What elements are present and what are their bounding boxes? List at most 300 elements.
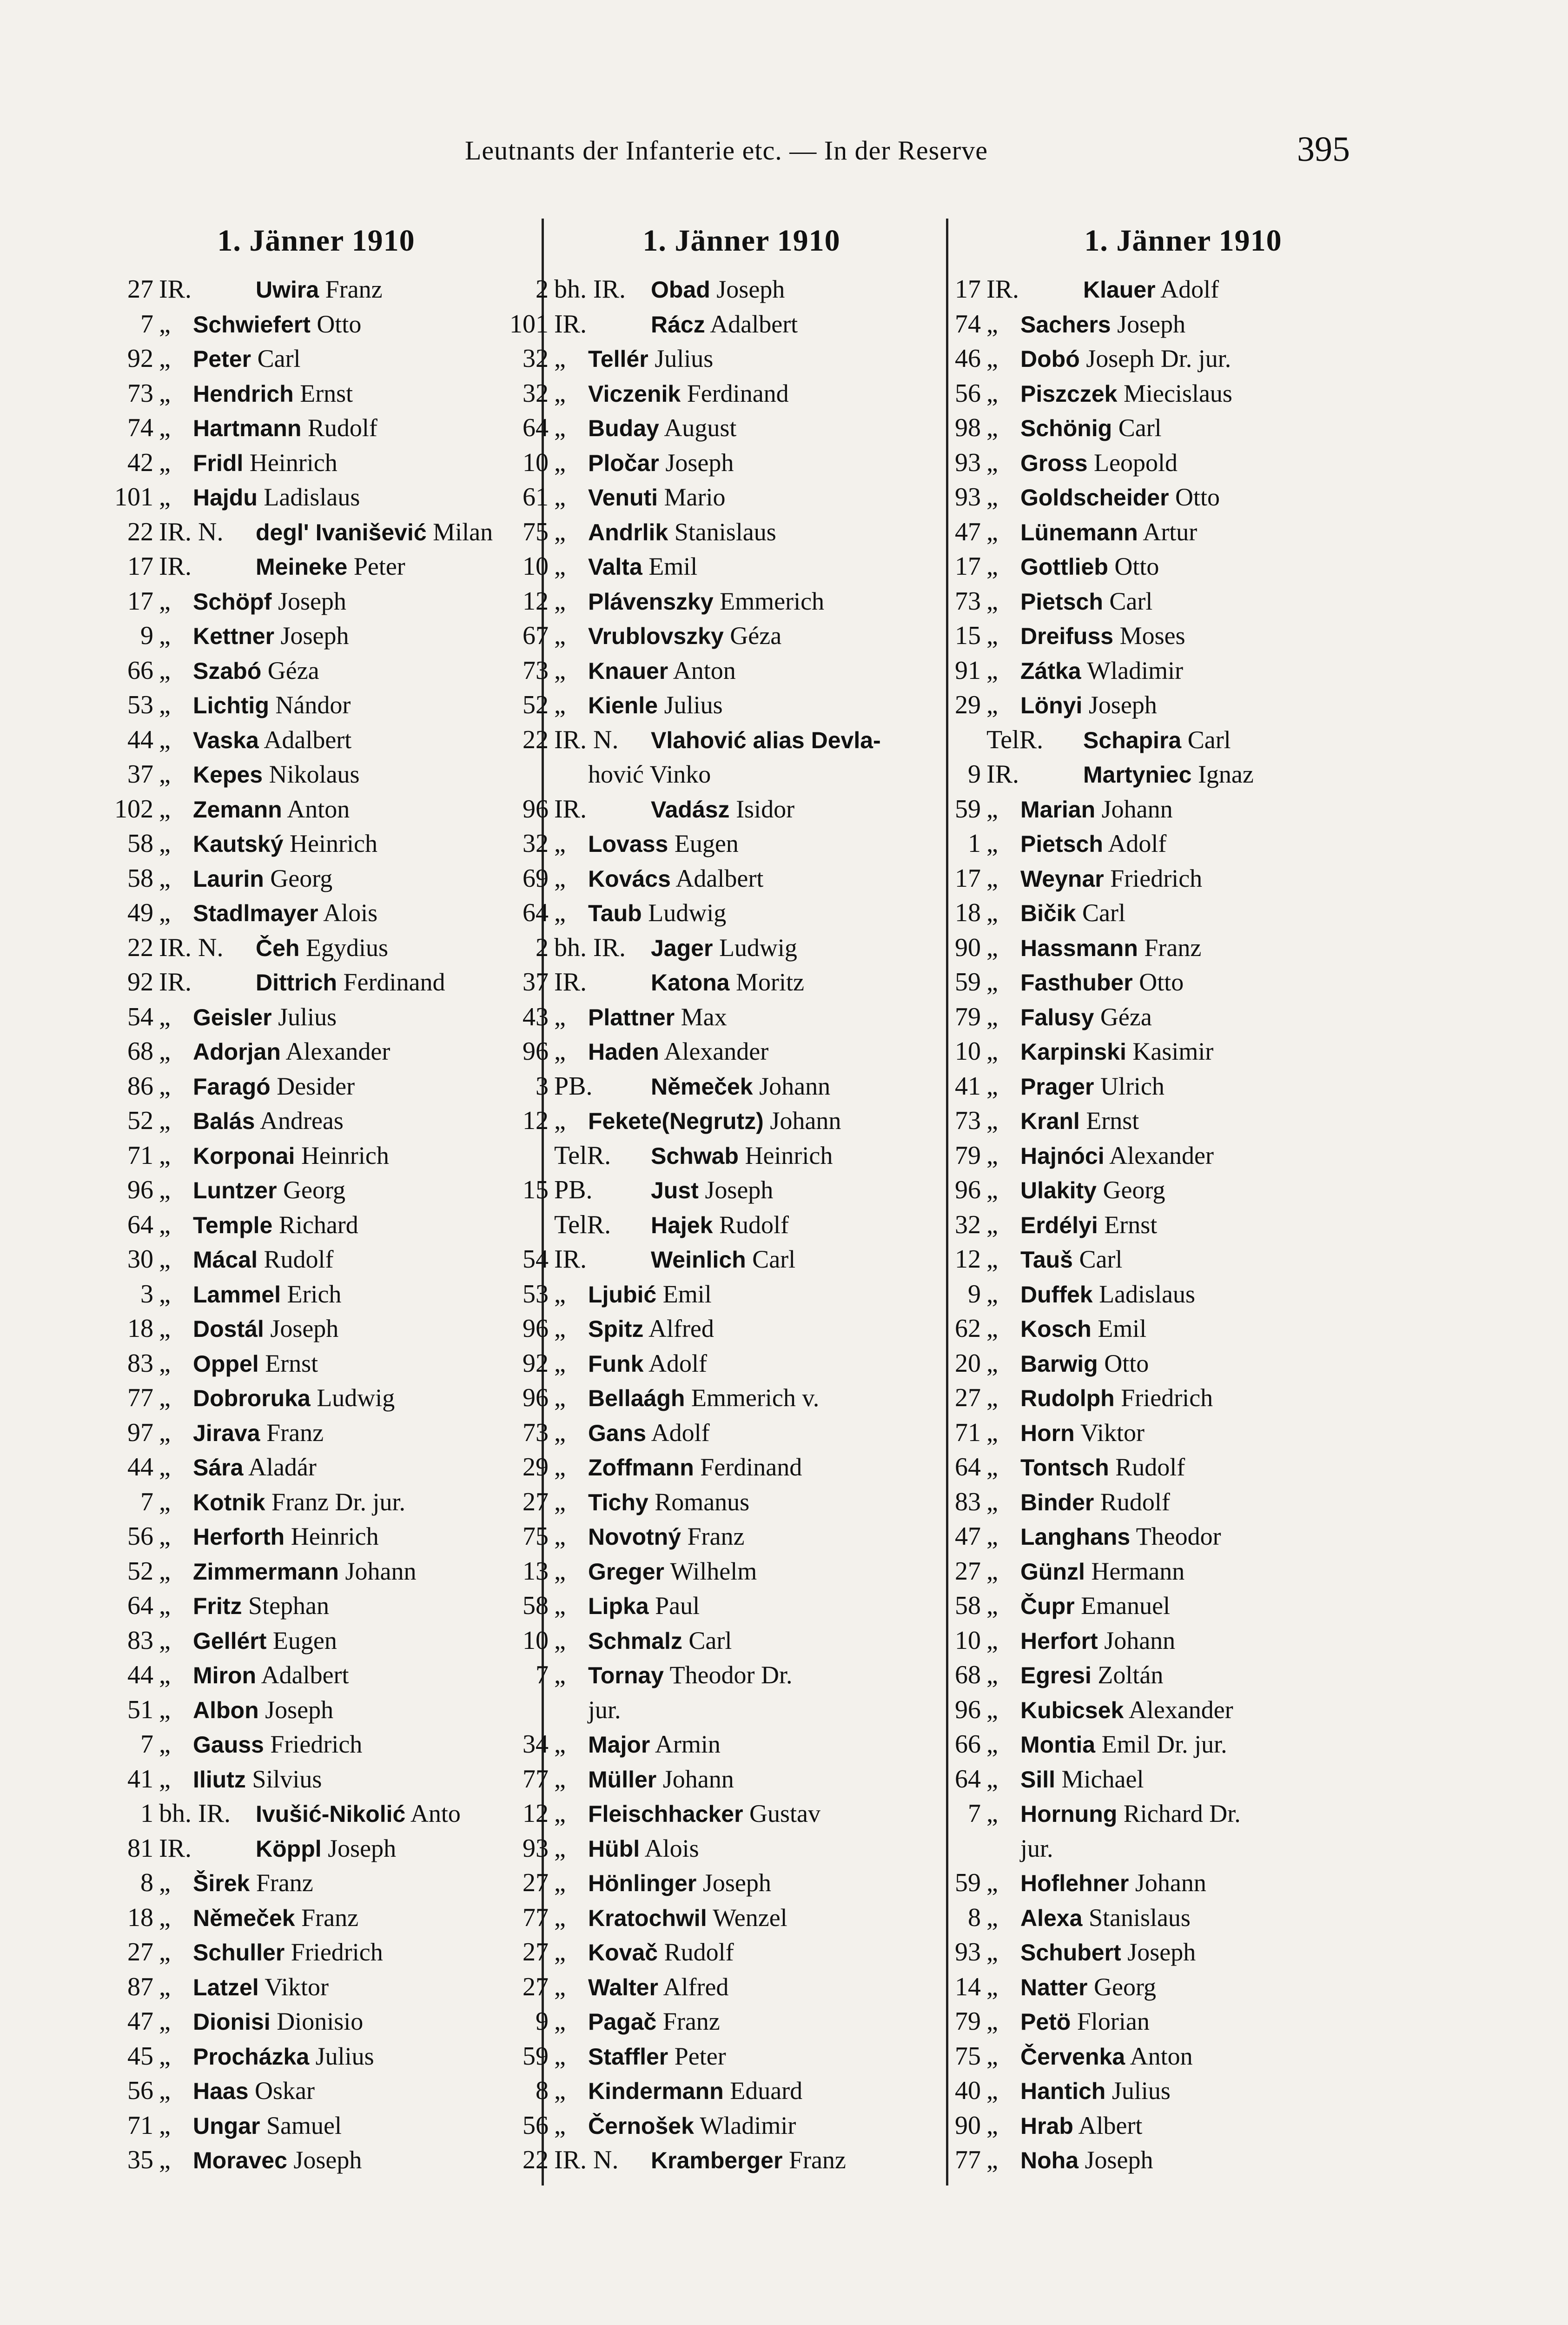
unit-type: bh. IR. xyxy=(159,1799,231,1828)
person-name xyxy=(193,1208,358,1243)
surname: Dreifuss xyxy=(1020,623,1114,649)
list-entry xyxy=(925,376,1390,411)
person-name xyxy=(651,792,794,827)
given-name: Joseph xyxy=(258,1695,334,1724)
list-entry xyxy=(493,1762,939,1797)
person-name xyxy=(1020,1658,1163,1693)
surname: Hantich xyxy=(1020,2078,1106,2104)
person-name xyxy=(256,515,493,550)
given-name: Peter xyxy=(347,552,405,580)
person-name xyxy=(193,1415,324,1451)
surname: Hönlinger xyxy=(588,1870,697,1896)
person-name xyxy=(1020,1311,1146,1347)
list-entry xyxy=(493,1519,939,1554)
list-entry xyxy=(98,1623,535,1658)
given-name: Ernst xyxy=(1098,1210,1158,1239)
surname: Ivušić-Nikolić xyxy=(256,1801,406,1827)
given-name: Otto xyxy=(1169,483,1220,511)
unit-type: „ xyxy=(986,1764,998,1794)
person-name xyxy=(1083,723,1231,758)
surname: Čeh xyxy=(256,935,300,961)
regiment-number: 1 xyxy=(968,829,981,858)
given-name: Franz xyxy=(1138,933,1202,962)
person-name xyxy=(1020,1900,1191,1936)
unit-type: „ xyxy=(159,448,171,477)
person-name xyxy=(1020,1242,1122,1277)
given-name: Joseph xyxy=(274,622,349,650)
regiment-number: 58 xyxy=(127,864,153,893)
unit-type: „ xyxy=(159,2146,171,2174)
regiment-number: 77 xyxy=(523,1903,549,1932)
given-name: Ignaz xyxy=(1191,760,1254,788)
surname: Schapira xyxy=(1083,727,1182,753)
surname: Fridl xyxy=(193,450,244,476)
unit-type: „ xyxy=(159,1418,171,1447)
person-name xyxy=(588,411,736,446)
regiment-number: 56 xyxy=(955,379,981,408)
surname: Venuti xyxy=(588,485,658,511)
unit-type: „ xyxy=(986,2041,998,2071)
regiment-number: 56 xyxy=(127,2076,153,2105)
given-name: Adalbert xyxy=(258,725,352,754)
list-entry xyxy=(493,549,939,584)
given-name: Friedrich xyxy=(1104,864,1203,892)
given-name: Otto xyxy=(1098,1349,1149,1377)
given-name: Joseph Dr. jur. xyxy=(1079,345,1231,372)
given-name: Friedrich xyxy=(1114,1384,1213,1412)
regiment-number: 10 xyxy=(523,552,549,581)
unit-type: „ xyxy=(159,898,171,927)
list-entry xyxy=(98,2108,535,2143)
list-entry xyxy=(925,1103,1390,1138)
surname: Kubicsek xyxy=(1020,1697,1124,1723)
unit-type: „ xyxy=(986,586,998,616)
person-name xyxy=(193,757,360,792)
surname: Viczenik xyxy=(588,380,681,407)
list-entry xyxy=(493,2143,939,2178)
person-name xyxy=(588,584,824,619)
given-name: Emanuel xyxy=(1074,1592,1171,1620)
person-name xyxy=(193,861,332,897)
given-name: Julius xyxy=(658,691,723,719)
given-name: Joseph xyxy=(698,1176,774,1204)
list-entry xyxy=(493,653,939,688)
unit-type: „ xyxy=(159,864,171,893)
unit-type: „ xyxy=(986,413,998,442)
unit-type: IR. xyxy=(554,309,587,339)
person-name xyxy=(193,411,377,446)
list-entry xyxy=(98,1693,535,1727)
unit-type: „ xyxy=(554,1279,566,1309)
regiment-number: 51 xyxy=(127,1695,153,1724)
list-entry xyxy=(493,826,939,861)
person-name xyxy=(1020,1277,1195,1312)
surname: Haas xyxy=(193,2078,249,2104)
unit-type: „ xyxy=(986,1903,998,1932)
list-entry xyxy=(925,272,1390,307)
regiment-number: 10 xyxy=(955,1037,981,1066)
person-name xyxy=(1020,1346,1149,1382)
regiment-number: 18 xyxy=(127,1314,153,1343)
given-name: Ulrich xyxy=(1094,1072,1164,1100)
surname: Langhans xyxy=(1020,1524,1131,1550)
given-name: jur. xyxy=(1020,1834,1053,1862)
given-name: Adalbert xyxy=(670,864,764,892)
list-entry xyxy=(925,1588,1390,1623)
list-entry xyxy=(98,2004,535,2039)
person-name xyxy=(193,1034,390,1070)
person-name xyxy=(588,2039,726,2074)
list-entry xyxy=(98,1069,535,1104)
regiment-number: 37 xyxy=(127,760,153,789)
list-entry xyxy=(493,1658,939,1693)
regiment-number: 75 xyxy=(955,2041,981,2071)
list-entry xyxy=(493,1485,939,1520)
person-name xyxy=(1020,1034,1213,1070)
surname: Sára xyxy=(193,1455,244,1481)
list-entry xyxy=(98,1346,535,1381)
list-entry xyxy=(98,1831,535,1866)
regiment-number: 12 xyxy=(523,1106,549,1135)
list-entry xyxy=(925,1762,1390,1797)
unit-type: „ xyxy=(554,1661,566,1689)
person-name xyxy=(1020,861,1202,897)
person-name xyxy=(193,1900,358,1936)
person-name xyxy=(1020,2039,1193,2074)
surname: Köppl xyxy=(256,1835,322,1862)
surname: Schwab xyxy=(651,1143,739,1169)
person-name xyxy=(256,549,405,585)
surname: Petö xyxy=(1020,2009,1071,2035)
column-1 xyxy=(98,223,535,2186)
surname: Pagač xyxy=(588,2009,657,2035)
surname: Černošek xyxy=(588,2112,694,2139)
regiment-number: 59 xyxy=(955,794,981,824)
unit-type: „ xyxy=(159,1453,171,1481)
unit-type: IR. xyxy=(159,275,192,304)
regiment-number: 10 xyxy=(523,1626,549,1655)
given-name: Hermann xyxy=(1085,1557,1185,1585)
unit-type: „ xyxy=(986,1141,998,1170)
surname: Weynar xyxy=(1020,865,1104,892)
list-entry xyxy=(98,376,535,411)
person-name xyxy=(651,307,798,342)
person-name xyxy=(1020,653,1183,689)
unit-type: „ xyxy=(159,1695,171,1724)
list-entry xyxy=(925,1693,1390,1727)
unit-type: „ xyxy=(554,413,566,442)
person-name xyxy=(588,1034,768,1070)
regiment-number: 73 xyxy=(523,1418,549,1447)
unit-type: „ xyxy=(554,1418,566,1447)
regiment-number: 81 xyxy=(127,1833,153,1863)
unit-type: „ xyxy=(554,1487,566,1516)
surname: Kramberger xyxy=(651,2147,783,2173)
unit-type: „ xyxy=(554,691,566,719)
regiment-number: 96 xyxy=(523,794,549,824)
list-entry xyxy=(98,1900,535,1935)
regiment-number: 12 xyxy=(955,1245,981,1274)
list-entry xyxy=(98,1242,535,1277)
regiment-number: 17 xyxy=(955,864,981,893)
surname: Marian xyxy=(1020,796,1096,823)
person-name xyxy=(256,930,388,966)
surname: Mácal xyxy=(193,1247,258,1273)
surname: Piszczek xyxy=(1020,380,1118,407)
unit-type: „ xyxy=(159,1972,171,2001)
person-name xyxy=(193,376,353,412)
person-name xyxy=(1020,1381,1213,1416)
surname: Zimmermann xyxy=(193,1558,339,1585)
list-entry xyxy=(925,515,1390,550)
list-entry xyxy=(925,1346,1390,1381)
person-name xyxy=(588,1623,732,1659)
unit-type: „ xyxy=(986,1591,998,1620)
list-entry xyxy=(925,549,1390,584)
surname: Rudolph xyxy=(1020,1385,1115,1411)
unit-type: PB. xyxy=(554,1176,593,1204)
surname: Schmalz xyxy=(588,1628,682,1654)
list-entry xyxy=(98,757,535,792)
surname: Schwiefert xyxy=(193,311,311,338)
given-name: Adolf xyxy=(646,1418,710,1447)
surname: Uwira xyxy=(256,277,319,303)
person-name xyxy=(588,1381,819,1416)
surname: Dostál xyxy=(193,1316,264,1342)
given-name: Franz xyxy=(250,1869,313,1897)
person-name xyxy=(193,1693,333,1728)
regiment-number: 64 xyxy=(523,898,549,927)
unit-type: „ xyxy=(159,760,171,789)
person-name xyxy=(1020,1554,1184,1589)
unit-type: „ xyxy=(159,1106,171,1135)
person-name xyxy=(1020,1208,1157,1243)
given-name: Rudolf xyxy=(1109,1453,1185,1481)
given-name: Moses xyxy=(1113,622,1185,650)
person-name xyxy=(193,1727,362,1762)
given-name: Heinrich xyxy=(295,1141,389,1169)
surname: Alexa xyxy=(1020,1905,1083,1931)
surname: Goldscheider xyxy=(1020,485,1169,511)
unit-type: TelR. xyxy=(554,1141,611,1170)
given-name: Emmerich xyxy=(713,587,825,615)
regiment-number: 9 xyxy=(968,1279,981,1309)
list-entry xyxy=(98,411,535,445)
given-name: Joseph xyxy=(287,2146,362,2174)
list-entry xyxy=(98,1381,535,1415)
list-entry xyxy=(98,1415,535,1450)
list-entry xyxy=(98,1208,535,1242)
list-entry xyxy=(493,1554,939,1589)
given-name: Franz xyxy=(656,2007,720,2035)
regiment-number: 1 xyxy=(140,1799,153,1828)
person-name xyxy=(588,515,776,550)
surname: Kratochwil xyxy=(588,1905,707,1931)
given-name: Zoltán xyxy=(1091,1661,1164,1689)
list-entry xyxy=(493,1970,939,2005)
surname: Pietsch xyxy=(1020,831,1103,857)
surname: Moravec xyxy=(193,2147,287,2173)
given-name: Ladislaus xyxy=(1092,1280,1196,1308)
unit-type: „ xyxy=(159,794,171,824)
list-entry xyxy=(925,1970,1390,2005)
person-name xyxy=(193,584,346,619)
person-name xyxy=(193,723,351,758)
column-title: 1. Jänner 1910 xyxy=(1084,224,1282,258)
given-name: Wilhelm xyxy=(664,1557,757,1585)
given-name: Anton xyxy=(668,656,736,684)
list-entry xyxy=(98,688,535,723)
surname: Valta xyxy=(588,554,642,580)
surname: Geisler xyxy=(193,1004,272,1030)
given-name: Joseph xyxy=(1082,691,1157,719)
regiment-number: 96 xyxy=(955,1695,981,1724)
unit-type: „ xyxy=(554,2007,566,2036)
person-name xyxy=(193,1588,329,1624)
list-entry xyxy=(98,896,535,930)
surname: Falusy xyxy=(1020,1004,1094,1030)
list-entry xyxy=(98,826,535,861)
given-name: Adolf xyxy=(1103,830,1167,857)
surname: Plattner xyxy=(588,1004,675,1030)
list-entry xyxy=(925,1277,1390,1312)
list-entry xyxy=(925,1935,1390,1970)
list-entry xyxy=(98,1658,535,1693)
surname: Bellaágh xyxy=(588,1385,685,1411)
surname: Katona xyxy=(651,970,730,996)
surname: Herforth xyxy=(193,1524,285,1550)
person-name xyxy=(193,1138,389,1174)
unit-type: „ xyxy=(159,1764,171,1794)
regiment-number: 97 xyxy=(127,1418,153,1447)
regiment-number: 71 xyxy=(955,1418,981,1447)
list-entry xyxy=(493,1346,939,1381)
surname: Gans xyxy=(588,1420,647,1446)
list-entry xyxy=(98,2143,535,2178)
regiment-number: 83 xyxy=(127,1626,153,1655)
regiment-number: 14 xyxy=(955,1972,981,2001)
list-entry xyxy=(493,2039,939,2074)
list-entry xyxy=(98,653,535,688)
regiment-number: 74 xyxy=(955,309,981,339)
list-entry xyxy=(493,376,939,411)
unit-type: „ xyxy=(554,2041,566,2071)
person-name xyxy=(193,1658,349,1693)
list-entry xyxy=(493,1173,939,1208)
surname: Andrlik xyxy=(588,519,668,545)
list-entry xyxy=(493,1693,939,1727)
regiment-number: 44 xyxy=(127,1661,153,1689)
list-entry xyxy=(925,1519,1390,1554)
given-name: Franz xyxy=(260,1418,324,1447)
surname: Hajdu xyxy=(193,485,258,511)
unit-type: „ xyxy=(159,2041,171,2071)
surname: Erdélyi xyxy=(1020,1212,1098,1238)
regiment-number: 79 xyxy=(955,2007,981,2036)
person-name xyxy=(1020,1727,1227,1762)
regiment-number: 52 xyxy=(523,691,549,719)
person-name xyxy=(588,480,726,515)
regiment-number: 73 xyxy=(955,1106,981,1135)
surname: Zoffmann xyxy=(588,1455,694,1481)
regiment-number: 9 xyxy=(140,621,153,650)
list-entry xyxy=(98,480,535,515)
column-3 xyxy=(925,223,1390,2186)
regiment-number: 3 xyxy=(140,1279,153,1309)
surname: Karpinski xyxy=(1020,1039,1126,1065)
person-name xyxy=(193,653,319,689)
regiment-number: 66 xyxy=(955,1730,981,1759)
given-name: Johann xyxy=(1098,1626,1176,1654)
surname: Faragó xyxy=(193,1073,271,1100)
given-name: Georg xyxy=(264,864,333,892)
list-entry xyxy=(493,307,939,342)
regiment-number: 32 xyxy=(523,829,549,858)
person-name xyxy=(1020,896,1125,931)
person-name xyxy=(1020,480,1220,515)
unit-type: IR. xyxy=(986,760,1019,789)
given-name: Dionisio xyxy=(270,2007,364,2035)
surname: Vrublovszky xyxy=(588,623,724,649)
regiment-number: 68 xyxy=(955,1661,981,1689)
list-entry xyxy=(98,1000,535,1035)
regiment-number: 96 xyxy=(523,1037,549,1066)
surname: Lönyi xyxy=(1020,692,1083,718)
surname: Dobó xyxy=(1020,346,1080,372)
surname: Horn xyxy=(1020,1420,1075,1446)
person-name xyxy=(588,2108,796,2144)
unit-type: „ xyxy=(554,829,566,858)
list-entry xyxy=(925,480,1390,515)
unit-type: „ xyxy=(159,1556,171,1586)
surname: Luntzer xyxy=(193,1177,277,1203)
regiment-number: 64 xyxy=(955,1764,981,1794)
unit-type: „ xyxy=(159,691,171,719)
regiment-number: 3 xyxy=(536,1071,549,1101)
unit-type: „ xyxy=(159,1176,171,1204)
person-name xyxy=(588,445,734,481)
regiment-number: 93 xyxy=(955,1938,981,1966)
regiment-number: 96 xyxy=(523,1314,549,1343)
unit-type: „ xyxy=(986,379,998,408)
person-name xyxy=(1020,688,1157,723)
unit-type: „ xyxy=(554,1730,566,1759)
list-entry xyxy=(493,757,939,792)
given-name: Georg xyxy=(1096,1176,1165,1204)
person-name xyxy=(193,1381,395,1416)
surname: Dobroruka xyxy=(193,1385,311,1411)
given-name: Joseph xyxy=(710,275,785,303)
surname: Binder xyxy=(1020,1489,1094,1515)
regiment-number: 12 xyxy=(523,1799,549,1828)
given-name: Carl xyxy=(746,1245,796,1273)
regiment-number: 56 xyxy=(523,2111,549,2140)
regiment-number: 59 xyxy=(955,1868,981,1897)
regiment-number: 43 xyxy=(523,1002,549,1031)
person-name xyxy=(588,1831,699,1867)
list-entry xyxy=(493,1208,939,1242)
given-name: Ferdinand xyxy=(681,379,789,407)
regiment-number: 66 xyxy=(127,656,153,685)
list-entry xyxy=(493,584,939,619)
person-name xyxy=(193,1935,383,1970)
unit-type: „ xyxy=(159,413,171,442)
unit-type: „ xyxy=(986,1279,998,1309)
list-entry xyxy=(98,1935,535,1970)
unit-type: IR. xyxy=(554,1245,587,1274)
person-name xyxy=(588,1658,792,1693)
surname: Novotný xyxy=(588,1524,681,1550)
